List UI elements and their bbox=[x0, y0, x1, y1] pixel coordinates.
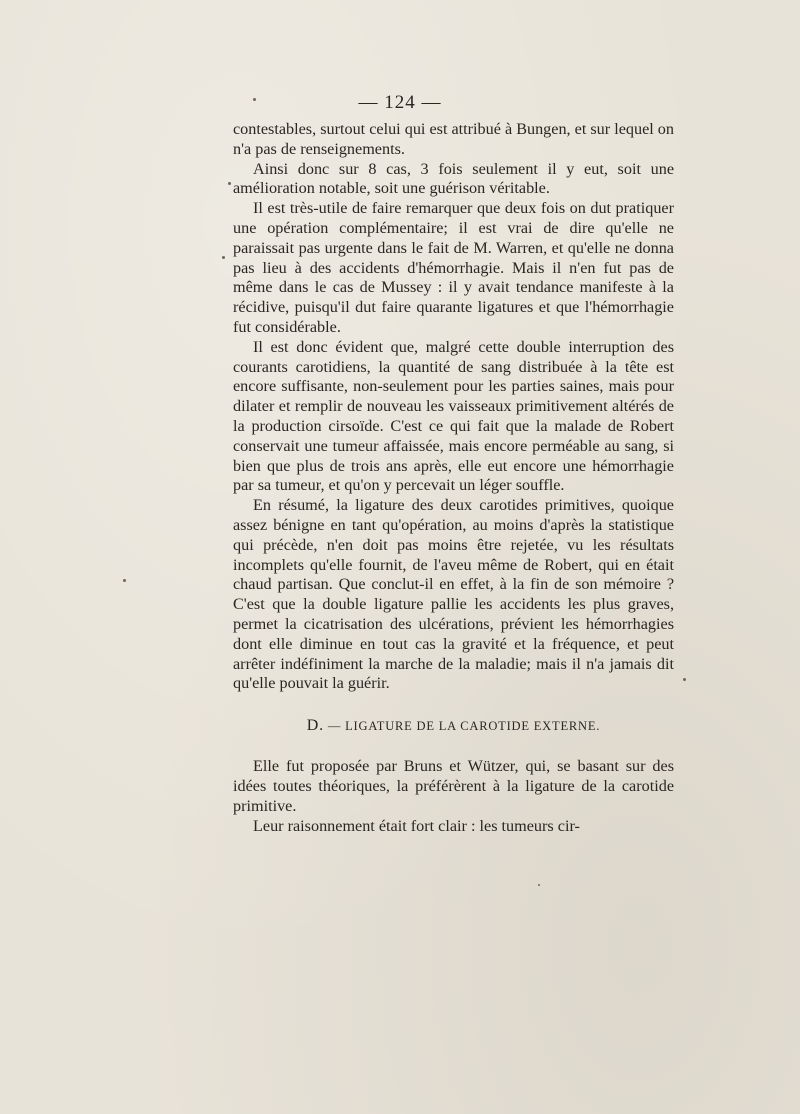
paragraph: Ainsi donc sur 8 cas, 3 fois seulement il y eut, soit une amélioration notable, soit une guérison véritable. bbox=[233, 159, 674, 198]
paper-speck bbox=[228, 182, 231, 185]
paragraph: Elle fut proposée par Bruns et Wützer, qui, se basant sur des idées toutes théoriques, la préférèrent à la ligature de la carotide primitive. bbox=[233, 757, 674, 815]
paper-speck bbox=[538, 884, 540, 886]
paper-speck bbox=[683, 678, 686, 681]
paragraph: Il est très-utile de faire remarquer que deux fois on dut pratiquer une opération complémentaire; il est vrai de dire qu'elle ne paraissait pas urgente dans le fait de M. Warren, et qu'elle ne donna pas lieu à des accidents d'hémorrhagie. Mais il n'en fut pas de même dans le cas de Mussey : il y avait tendance manifeste à la récidive, puisqu'il dut faire quarante ligatures et que l'hémorrhagie fut considérable. bbox=[233, 199, 674, 336]
section-heading bbox=[233, 716, 674, 736]
paragraph: En résumé, la ligature des deux carotides primitives, quoique assez bénigne en tant qu'opération, au moins d'après la statistique qui précède, n'en doit pas moins être rejetée, vu les résultats incomplets qu'elle fournit, de l'aveu même de Robert, qui en était chaud partisan. Que conclut-il en effet, à la fin de son mémoire ? C'est que la double ligature pallie les accidents les plus graves, permet la cicatrisation des ulcérations, prévient les hémorrhagies dont elle diminue en tout cas la gravité et la fréquence, et peut arrêter indéfiniment la marche de la maladie; mais il n'a jamais dit qu'elle pouvait la guérir. bbox=[233, 496, 674, 693]
paragraph: Il est donc évident que, malgré cette double interruption des courants carotidiens, la quantité de sang distribuée à la tête est encore suffisante, non-seulement pour les parties saines, mais pour dilater et remplir de nouveau les vaisseaux primitivement altérés de la production cirsoïde. C'est ce qui fait que la malade de Robert conservait une tumeur affaissée, mais encore perméable au sang, si bien que plus de trois ans après, elle eut encore une hémorrhagie par sa tumeur, et qu'on y percevait un léger souffle. bbox=[233, 337, 674, 495]
paper-speck bbox=[222, 256, 225, 259]
paper-speck bbox=[123, 579, 126, 582]
paper-speck bbox=[253, 98, 256, 101]
section-letter: D. bbox=[306, 717, 324, 735]
section-title: — LIGATURE DE LA CAROTIDE EXTERNE. bbox=[327, 719, 601, 734]
body-text bbox=[233, 120, 674, 836]
paragraph: contestables, surtout celui qui est attribué à Bungen, et sur lequel on n'a pas de renseignements. bbox=[233, 120, 674, 158]
page-number: — 124 — bbox=[358, 92, 442, 113]
paragraph: Leur raisonnement était fort clair : les tumeurs cir- bbox=[253, 816, 580, 835]
